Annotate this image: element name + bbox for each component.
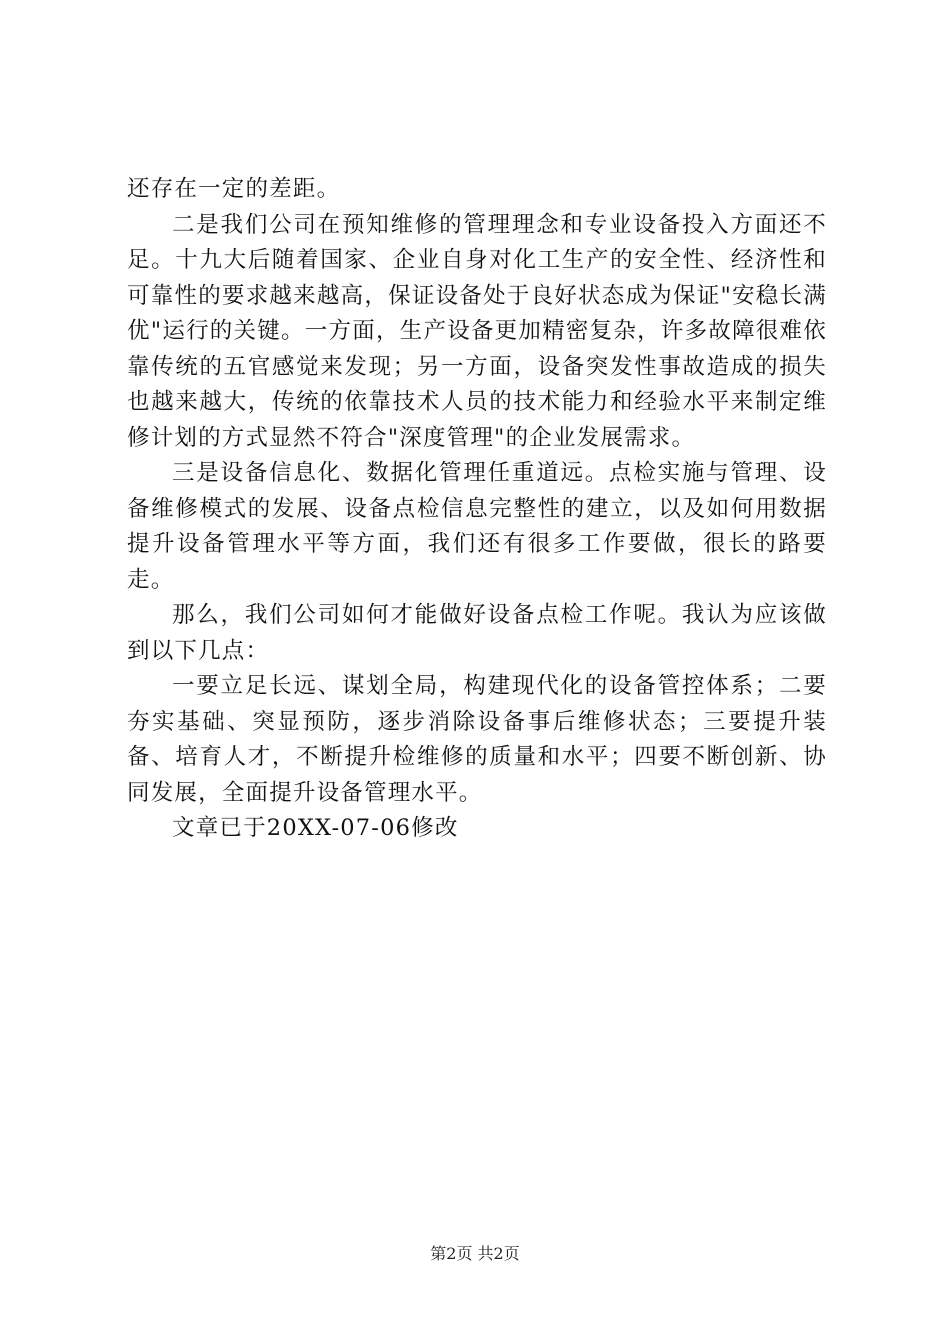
- page-number-footer: 第2页 共2页: [430, 1244, 520, 1263]
- paragraph-question: 那么，我们公司如何才能做好设备点检工作呢。我认为应该做到以下几点：: [127, 602, 827, 664]
- paragraph-point-three: 三是设备信息化、数据化管理任重道远。点检实施与管理、设备维修模式的发展、设备点检信息完整性的建立，以及如何用数据提升设备管理水平等方面，我们还有很多工作要做，很长的路要走。: [127, 460, 827, 593]
- paragraph-point-two: 二是我们公司在预知维修的管理理念和专业设备投入方面还不足。十九大后随着国家、企业自身对化工生产的安全性、经济性和可靠性的要求越来越高，保证设备处于良好状态成为保证"安稳长满优"运行的关键。一方面，生产设备更加精密复杂，许多故障很难依靠传统的五官感觉来发现；另一方面，设备突发性事故造成的损失也越来越大，传统的依靠技术人员的技术能力和经验水平来制定维修计划的方式显然不符合"深度管理"的企业发展需求。: [127, 211, 827, 451]
- paragraph-recommendations: 一要立足长远、谋划全局，构建现代化的设备管控体系；二要夯实基础、突显预防，逐步消除设备事后维修状态；三要提升装备、培育人才，不断提升检维修的质量和水平；四要不断创新、协同发展，全面提升设备管理水平。: [127, 673, 827, 806]
- document-body: [127, 172, 827, 847]
- paragraph-continuation: 还存在一定的差距。: [127, 176, 341, 202]
- modified-date-note: 文章已于20XX-07-06修改: [172, 815, 459, 841]
